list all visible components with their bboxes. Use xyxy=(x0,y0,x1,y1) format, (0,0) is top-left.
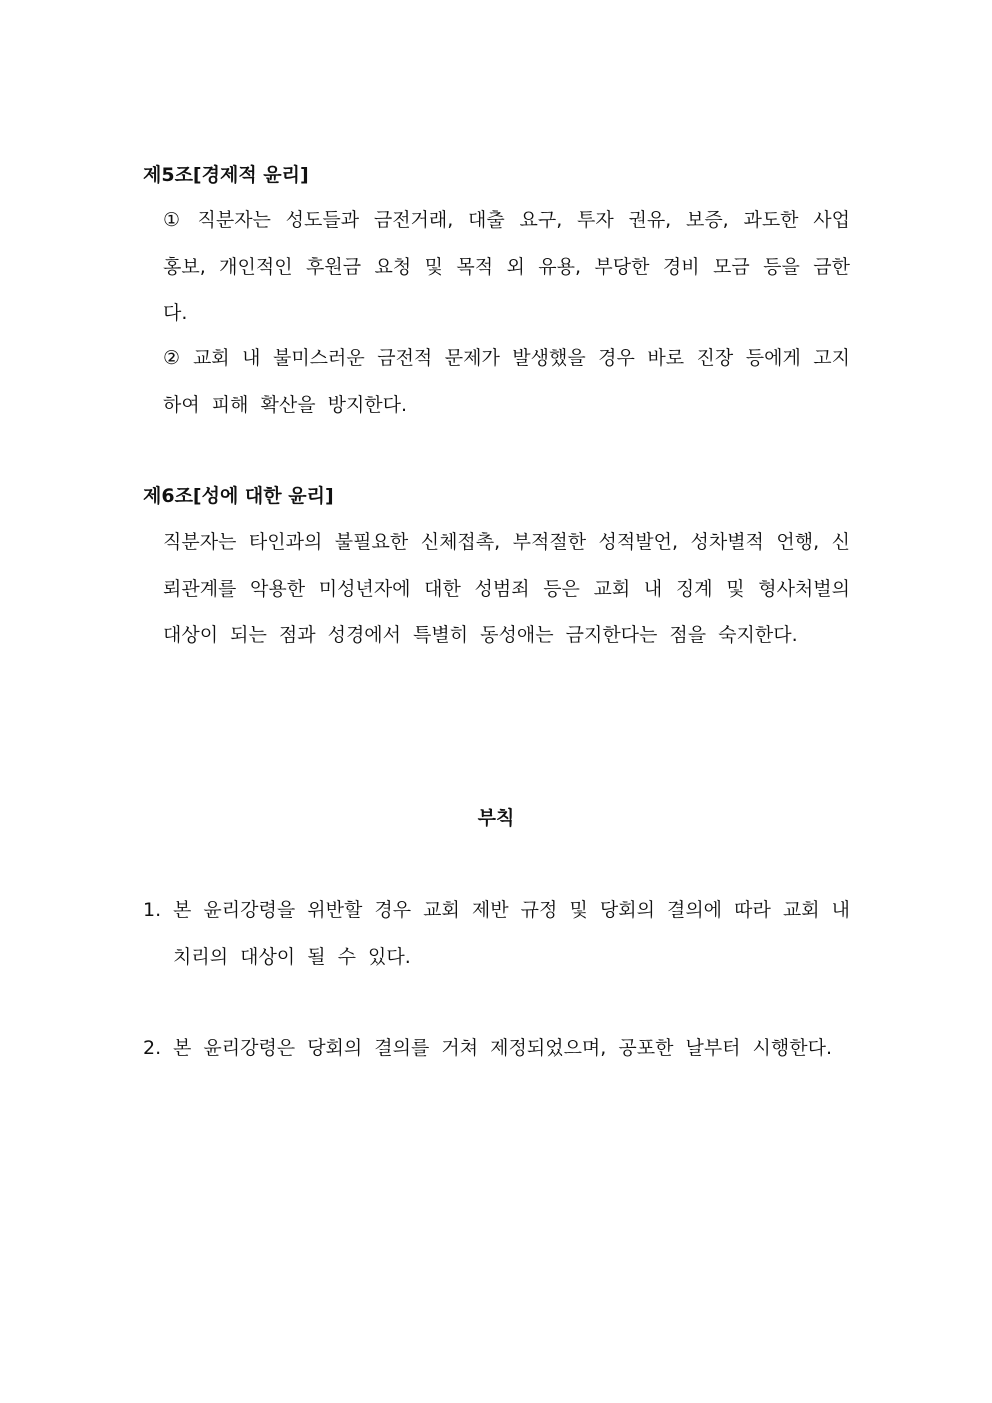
addendum-item-2 xyxy=(143,1025,850,1072)
article-6-body: 직분자는 타인과의 불필요한 신체접촉, 부적절한 성적발언, 성차별적 언행, 신뢰관계를 악용한 미성년자에 대한 성범죄 등은 교회 내 징계 및 형사처벌의 대상이 되는 점과 성경에서 특별히 동성애는 금지한다는 점을 숙지한다. xyxy=(163,531,850,646)
addendum-title: 부칙 xyxy=(477,807,515,829)
addendum-item-1-text: 본 윤리강령을 위반할 경우 교회 제반 규정 및 당회의 결의에 따라 교회 내 치리의 대상이 될 수 있다. xyxy=(173,899,850,968)
addendum-item-1 xyxy=(143,887,850,980)
addendum-item-1-number: 1. xyxy=(143,899,162,921)
article-6-heading: 제6조[성에 대한 윤리] xyxy=(143,485,334,507)
addendum-item-2-number: 2. xyxy=(143,1037,162,1059)
article-5-item-2: ② 교회 내 불미스러운 금전적 문제가 발생했을 경우 바로 진장 등에게 고지하여 피해 확산을 방지한다. xyxy=(163,347,850,416)
article-5-heading: 제5조[경제적 윤리] xyxy=(143,164,309,186)
article-5-item-1: ① 직분자는 성도들과 금전거래, 대출 요구, 투자 권유, 보증, 과도한 사업 홍보, 개인적인 후원금 요청 및 목적 외 유용, 부당한 경비 모금 등을 금한다. xyxy=(163,209,850,324)
addendum-item-2-text: 본 윤리강령은 당회의 결의를 거쳐 제정되었으며, 공포한 날부터 시행한다. xyxy=(173,1037,833,1059)
